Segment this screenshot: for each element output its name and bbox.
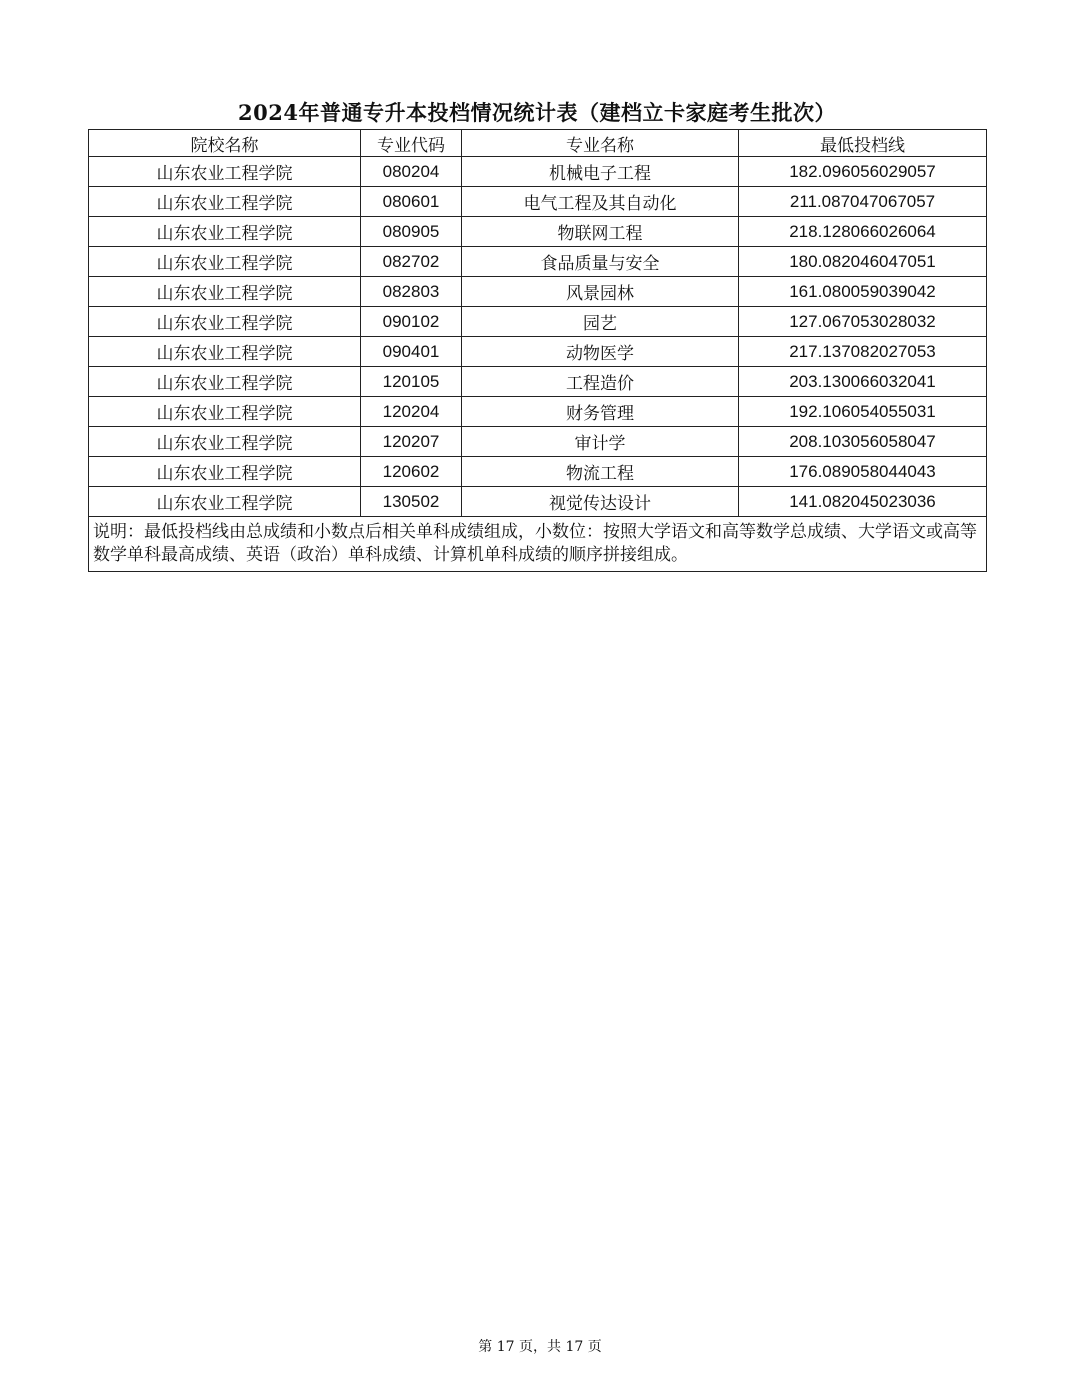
major-code-cell: 120602 xyxy=(361,457,462,487)
school-name-cell: 山东农业工程学院 xyxy=(89,367,361,397)
min-score-cell: 176.089058044043 xyxy=(739,457,987,487)
school-name-cell: 山东农业工程学院 xyxy=(89,277,361,307)
min-score-cell: 217.137082027053 xyxy=(739,337,987,367)
major-name-cell: 园艺 xyxy=(462,307,739,337)
major-name-cell: 财务管理 xyxy=(462,397,739,427)
min-score-cell: 127.067053028032 xyxy=(739,307,987,337)
table-body xyxy=(89,157,987,572)
table-row xyxy=(89,157,987,187)
major-code-cell: 080601 xyxy=(361,187,462,217)
min-score-cell: 182.096056029057 xyxy=(739,157,987,187)
major-code-cell: 080204 xyxy=(361,157,462,187)
table-row xyxy=(89,427,987,457)
school-name-cell: 山东农业工程学院 xyxy=(89,397,361,427)
table-row xyxy=(89,457,987,487)
major-code-cell: 090401 xyxy=(361,337,462,367)
major-name-cell: 电气工程及其自动化 xyxy=(462,187,739,217)
min-score-cell: 203.130066032041 xyxy=(739,367,987,397)
major-code-cell: 080905 xyxy=(361,217,462,247)
school-name-cell: 山东农业工程学院 xyxy=(89,487,361,517)
major-code-cell: 082803 xyxy=(361,277,462,307)
school-name-cell: 山东农业工程学院 xyxy=(89,307,361,337)
header-min-score: 最低投档线 xyxy=(739,130,987,157)
major-name-cell: 物联网工程 xyxy=(462,217,739,247)
table-row xyxy=(89,277,987,307)
school-name-cell: 山东农业工程学院 xyxy=(89,217,361,247)
major-code-cell: 130502 xyxy=(361,487,462,517)
table-row xyxy=(89,217,987,247)
table-note: 说明：最低投档线由总成绩和小数点后相关单科成绩组成，小数位：按照大学语文和高等数学总成绩、大学语文或高等数学单科最高成绩、英语（政治）单科成绩、计算机单科成绩的顺序拼接组成。 xyxy=(89,517,987,572)
major-name-cell: 物流工程 xyxy=(462,457,739,487)
header-school-name: 院校名称 xyxy=(89,130,361,157)
major-name-cell: 审计学 xyxy=(462,427,739,457)
header-row xyxy=(89,130,987,157)
school-name-cell: 山东农业工程学院 xyxy=(89,157,361,187)
min-score-cell: 208.103056058047 xyxy=(739,427,987,457)
min-score-cell: 211.087047067057 xyxy=(739,187,987,217)
min-score-cell: 180.082046047051 xyxy=(739,247,987,277)
major-code-cell: 090102 xyxy=(361,307,462,337)
major-code-cell: 120204 xyxy=(361,397,462,427)
table-row xyxy=(89,187,987,217)
major-name-cell: 食品质量与安全 xyxy=(462,247,739,277)
admission-table xyxy=(88,129,987,572)
note-row xyxy=(89,517,987,572)
table-row xyxy=(89,487,987,517)
table-row xyxy=(89,337,987,367)
min-score-cell: 218.128066026064 xyxy=(739,217,987,247)
major-name-cell: 动物医学 xyxy=(462,337,739,367)
school-name-cell: 山东农业工程学院 xyxy=(89,337,361,367)
school-name-cell: 山东农业工程学院 xyxy=(89,427,361,457)
page-number: 第 17 页，共 17 页 xyxy=(478,1339,602,1355)
major-name-cell: 风景园林 xyxy=(462,277,739,307)
min-score-cell: 141.082045023036 xyxy=(739,487,987,517)
school-name-cell: 山东农业工程学院 xyxy=(89,247,361,277)
major-name-cell: 视觉传达设计 xyxy=(462,487,739,517)
table-row xyxy=(89,247,987,277)
table-header xyxy=(89,130,987,157)
table-row xyxy=(89,397,987,427)
min-score-cell: 161.080059039042 xyxy=(739,277,987,307)
table-row xyxy=(89,367,987,397)
header-major-name: 专业名称 xyxy=(462,130,739,157)
table-row xyxy=(89,307,987,337)
major-code-cell: 120105 xyxy=(361,367,462,397)
major-name-cell: 工程造价 xyxy=(462,367,739,397)
page-title: 2024年普通专升本投档情况统计表（建档立卡家庭考生批次） xyxy=(238,100,836,125)
header-major-code: 专业代码 xyxy=(361,130,462,157)
school-name-cell: 山东农业工程学院 xyxy=(89,457,361,487)
school-name-cell: 山东农业工程学院 xyxy=(89,187,361,217)
major-code-cell: 082702 xyxy=(361,247,462,277)
major-code-cell: 120207 xyxy=(361,427,462,457)
major-name-cell: 机械电子工程 xyxy=(462,157,739,187)
min-score-cell: 192.106054055031 xyxy=(739,397,987,427)
